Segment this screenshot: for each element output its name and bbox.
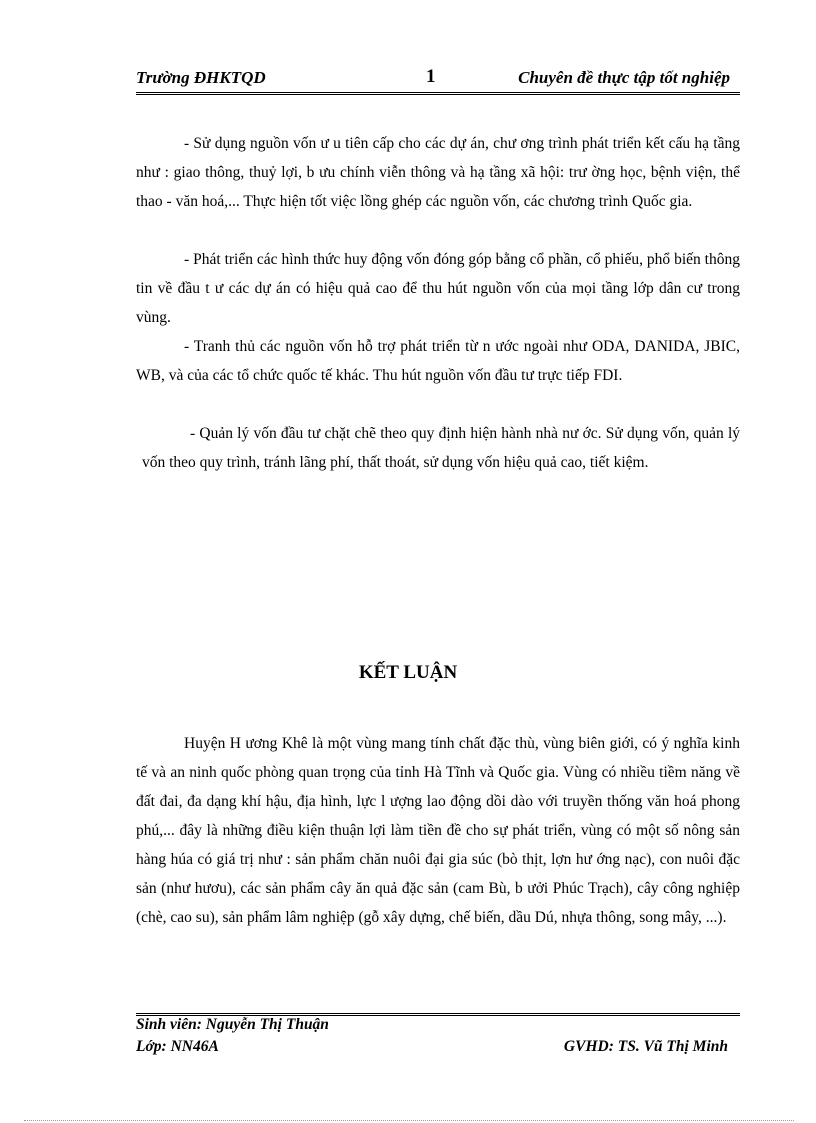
header-doc-type: Chuyên đề thực tập tốt nghiệp bbox=[518, 68, 730, 87]
paragraph-funding-priority: - Sử dụng nguồn vốn ư u tiên cấp cho các dự án, chư ơng trình phát triển kết cấu hạ tầng như : giao thông, thuỷ lợi, b ưu chính viễn thông và hạ tầng xã hội: trư ờng học, bệnh viện, thể thao - văn hoá,... Thực hiện tốt việc lồng ghép các nguồn vốn, các chương trình Quốc gia. bbox=[136, 135, 740, 210]
footer-line-1 bbox=[136, 1016, 740, 1038]
paragraph-oda: - Tranh thủ các nguồn vốn hỗ trợ phát triển từ n ước ngoài như ODA, DANIDA, JBIC, WB, và của các tổ chức quốc tế khác. Thu hút nguồn vốn đầu tư trực tiếp FDI. bbox=[136, 338, 740, 384]
page-header bbox=[136, 66, 740, 95]
footer-line-2 bbox=[136, 1038, 740, 1060]
header-school: Trường ĐHKTQD bbox=[136, 68, 266, 87]
page-footer bbox=[136, 1013, 740, 1060]
footer-advisor: GVHD: TS. Vũ Thị Minh bbox=[563, 1038, 728, 1055]
footer-class: Lớp: NN46A bbox=[136, 1038, 219, 1055]
page-bottom-divider bbox=[24, 1120, 794, 1121]
footer-student: Sinh viên: Nguyễn Thị Thuận bbox=[136, 1016, 329, 1033]
header-page-number: 1 bbox=[426, 66, 436, 87]
paragraph-capital-management: - Quản lý vốn đầu tư chặt chẽ theo quy định hiện hành nhà nư ớc. Sử dụng vốn, quản lý vốn theo quy trình, tránh lãng phí, thất thoát, sử dụng vốn hiệu quả cao, tiết kiệm. bbox=[142, 425, 740, 471]
conclusion-heading: KẾT LUẬN bbox=[358, 662, 458, 683]
paragraph-shares: - Phát triển các hình thức huy động vốn đóng góp bằng cổ phần, cổ phiếu, phổ biến thông tin về đầu t ư các dự án có hiệu quả cao để thu hút nguồn vốn của mọi tầng lớp dân cư trong vùng. bbox=[136, 251, 740, 326]
conclusion-paragraph: Huyện H ương Khê là một vùng mang tính chất đặc thù, vùng biên giới, có ý nghĩa kinh tế và an ninh quốc phòng quan trọng của tỉnh Hà Tĩnh và Quốc gia. Vùng có nhiều tiềm năng về đất đai, đa dạng khí hậu, địa hình, lực l ượng lao động dồi dào với truyền thống văn hoá phong phú,... đây là những điều kiện thuận lợi làm tiền đề cho sự phát triển, vùng có một số nông sản hàng húa có giá trị như : sản phẩm chăn nuôi đại gia súc (bò thịt, lợn hư ớng nạc), con nuôi đặc sản (như hươu), các sản phẩm cây ăn quả đặc sản (cam Bù, b ưởi Phúc Trạch), cây công nghiệp (chè, cao su), sản phẩm lâm nghiệp (gỗ xây dựng, chế biến, dầu Dú, nhựa thông, song mây, ...). bbox=[136, 735, 740, 926]
